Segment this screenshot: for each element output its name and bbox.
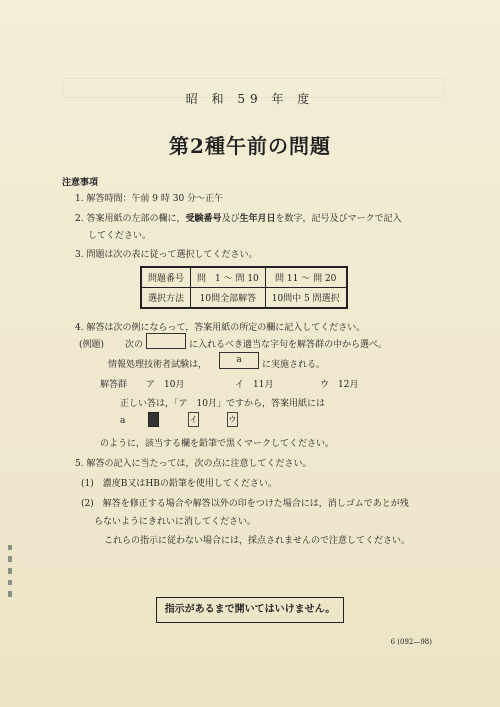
sub-note-2-line2: らないようにきれいに消してください。: [94, 517, 257, 527]
table-cell: 10問中 5 問選択: [265, 288, 346, 308]
table-cell: 選択方法: [142, 288, 191, 308]
note-2-line1: [75, 211, 402, 224]
mark-instruction: のように，該当する欄を鉛筆で黒くマークしてください。: [100, 439, 335, 449]
bubble-u: ウ: [227, 412, 238, 427]
form-code: 6 (092—98): [390, 638, 432, 646]
selection-table: [141, 267, 347, 308]
blank-box: [146, 333, 186, 349]
binding-mark: [8, 556, 12, 562]
answer-box-a: a: [219, 352, 259, 369]
page-title: 第2種午前の問題: [169, 134, 331, 158]
example-pre: 次の: [125, 340, 144, 350]
note-1: 1. 解答時間：午前 9 時 30 分～正午: [75, 194, 224, 204]
do-not-open-warning: 指示があるまで開いてはいけません。: [156, 597, 344, 623]
table-row: [142, 268, 347, 288]
bubble-i: イ: [188, 412, 199, 427]
table-cell: 問 1 ～ 問 10: [191, 268, 266, 288]
example-sentence-post: に実施される。: [262, 360, 326, 370]
note-3: 3. 問題は次の表に従って選択してください。: [75, 250, 258, 260]
note-2-line2: してください。: [88, 231, 152, 241]
option-a: ア 10月: [146, 380, 185, 390]
note-2-pre: 2. 答案用紙の左部の欄に，: [75, 214, 186, 224]
notes-heading: 注意事項: [62, 178, 99, 188]
option-u: ウ 12月: [320, 380, 359, 390]
bubble-a-filled: [148, 412, 159, 427]
note-4: 4. 解答は次の例にならって，答案用紙の所定の欄に記入してください。: [75, 323, 366, 333]
example-label: (例題): [79, 340, 105, 350]
mark-row-label: a: [120, 416, 126, 426]
note-2-mid: 及び: [221, 214, 240, 224]
table-row: [142, 288, 347, 308]
exam-year: 昭 和 59 年 度: [185, 92, 315, 106]
table-cell: 問題番号: [142, 268, 191, 288]
correct-answer-text: 正しい答は，「ア 10月」ですから，答案用紙には: [120, 399, 325, 409]
table-cell: 10問全部解答: [191, 288, 266, 308]
example-sentence-pre: 情報処理技術者試験は，: [108, 360, 208, 370]
closing-note: これらの指示に従わない場合には，採点されませんので注意してください。: [104, 536, 411, 546]
binding-mark: [8, 580, 12, 585]
note-2-bold-exam-number: 受験番号: [185, 214, 222, 224]
option-i: イ 11月: [235, 380, 274, 390]
sub-note-1: (1) 濃度B又はHBの鉛筆を使用してください。: [81, 479, 277, 489]
example-post: に入れるべき適当な字句を解答群の中から選べ。: [189, 340, 388, 350]
answer-group-label: 解答群: [100, 380, 128, 390]
sub-note-2-line1: (2) 解答を修正する場合や解答以外の印をつけた場合には，消しゴムであとが残: [81, 499, 409, 509]
table-cell: 問 11 ～ 問 20: [265, 268, 346, 288]
note-2-bold-birthdate: 生年月日: [239, 214, 276, 224]
binding-mark: [8, 545, 12, 550]
note-2-post: を数字，記号及びマークで記入: [275, 214, 402, 224]
note-5: 5. 解答の記入に当たっては，次の点に注意してください。: [75, 459, 312, 469]
binding-mark: [8, 591, 12, 597]
binding-mark: [8, 568, 12, 574]
